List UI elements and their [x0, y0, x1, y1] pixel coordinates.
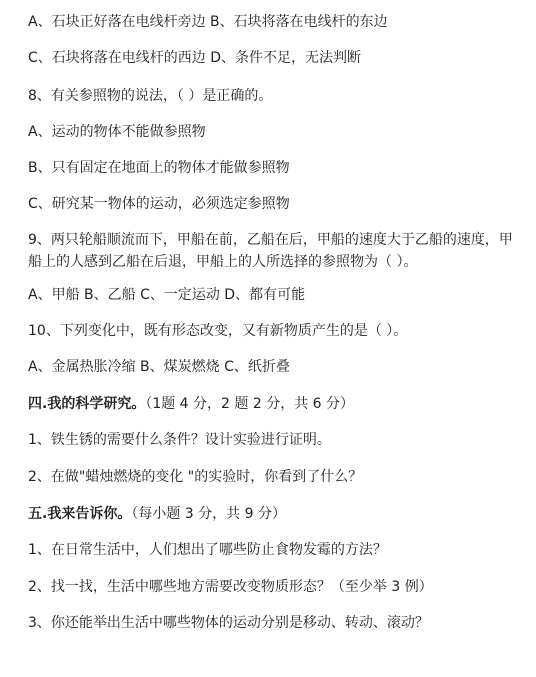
q9-options: A、甲船 B、乙船 C、一定运动 D、都有可能 [28, 287, 306, 303]
section-4-title: 四.我的科学研究。 [28, 396, 146, 412]
section-4-score-note: （1题 4 分，2 题 2 分，共 6 分） [145, 396, 355, 412]
q7-options-line-1: A、石块正好落在电线杆旁边 B、石块将落在电线杆的东边 [28, 14, 388, 30]
q8-stem: 8、有关参照物的说法，（ ）是正确的。 [28, 88, 273, 104]
section-4-question-2: 2、在做"蜡烛燃烧的变化 "的实验时，你看到了什么？ [28, 469, 363, 485]
q9-stem: 9、两只轮船顺流而下，甲船在前，乙船在后，甲船的速度大于乙船的速度，甲船上的人感到乙船在后退，甲船上的人所选择的参照物为（ ）。 [28, 232, 513, 270]
section-5-question-3: 3、你还能举出生活中哪些物体的运动分别是移动、转动、滚动？ [28, 615, 429, 631]
q10-options: A、金属热胀冷缩 B、煤炭燃烧 C、纸折叠 [28, 359, 290, 375]
q8-option-a: A、运动的物体不能做参照物 [28, 124, 206, 140]
section-4-question-1: 1、铁生锈的需要什么条件？设计实验进行证明。 [28, 432, 331, 448]
section-5-question-2: 2、找一找，生活中哪些地方需要改变物质形态？（至少举 3 例） [28, 579, 433, 595]
q8-option-b: B、只有固定在地面上的物体才能做参照物 [28, 160, 290, 176]
section-5-score-note: （每小题 3 分，共 9 分） [131, 506, 286, 522]
q8-option-c: C、研究某一物体的运动，必须选定参照物 [28, 196, 290, 212]
q10-stem: 10、下列变化中，既有形态改变，又有新物质产生的是（ ）。 [28, 323, 408, 339]
section-5-heading [28, 505, 522, 523]
section-5-question-1: 1、在日常生活中，人们想出了哪些防止食物发霉的方法？ [28, 542, 387, 558]
q7-options-line-2: C、石块将落在电线杆的西边 D、条件不足，无法判断 [28, 50, 362, 66]
section-5-title: 五.我来告诉你。 [28, 506, 132, 522]
section-4-heading [28, 395, 522, 413]
